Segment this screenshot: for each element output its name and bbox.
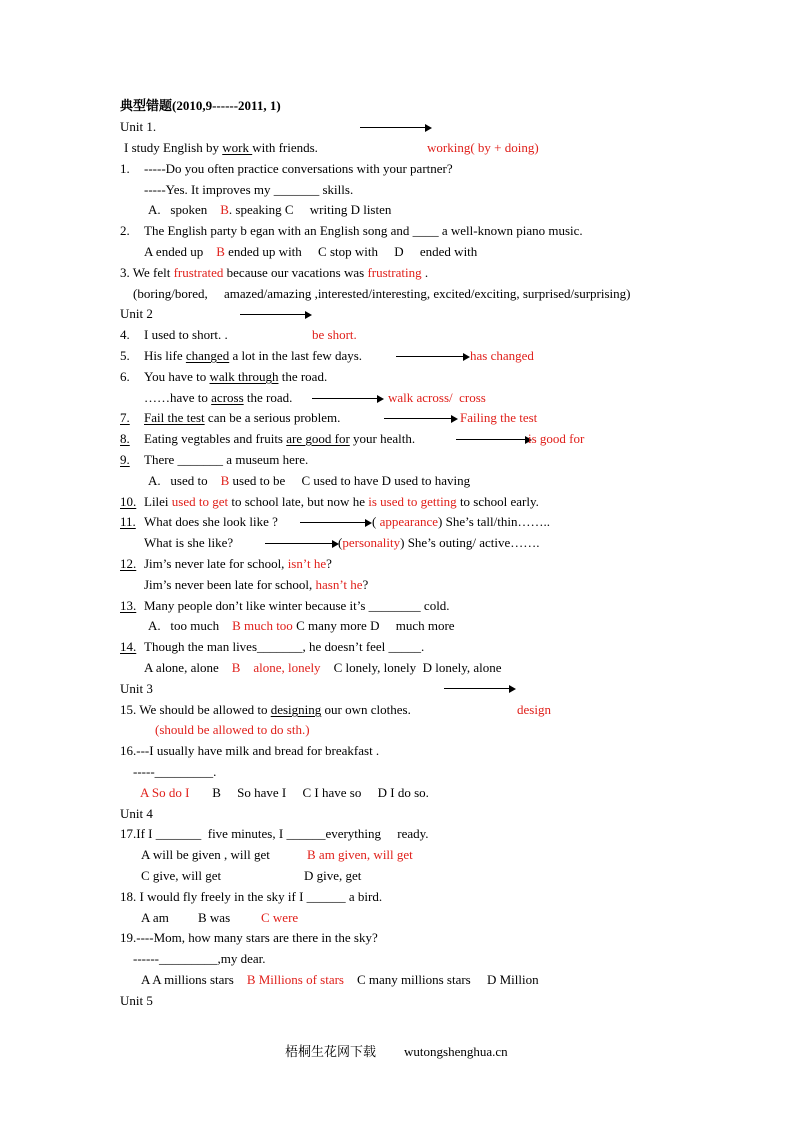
- unit-heading: Unit 4: [120, 806, 153, 821]
- underlined-word: changed: [185, 348, 230, 363]
- text: 3. We felt: [120, 265, 174, 280]
- text: our own clothes.: [321, 702, 411, 717]
- page-footer: [285, 1041, 508, 1060]
- footer-url[interactable]: wutongshenghua.cn: [404, 1044, 508, 1059]
- question-number: 4.: [120, 327, 130, 342]
- question-number: 9.: [120, 452, 130, 467]
- correct-option: B alone, lonely: [231, 660, 321, 675]
- question-7: [120, 410, 340, 426]
- text: Jim’s never been late for school,: [144, 577, 316, 592]
- option: ended up with C stop with D ended with: [224, 244, 478, 259]
- text: .: [421, 265, 429, 280]
- underlined-word: are good for: [286, 431, 350, 446]
- correction: design: [517, 702, 551, 717]
- question-6: [120, 369, 327, 385]
- option: used to be C used to have D used to having: [229, 473, 471, 488]
- highlight: frustrating: [367, 265, 422, 280]
- question-3: [120, 265, 428, 281]
- arrow-icon: [396, 356, 464, 357]
- highlight: is used to getting: [368, 494, 457, 509]
- question-text: I used to short. .: [144, 327, 228, 342]
- text: ) She’s tall/thin……..: [438, 514, 550, 529]
- underlined-word: designing: [270, 702, 322, 717]
- question-text: [144, 577, 368, 593]
- text: ?: [326, 556, 332, 571]
- highlight: isn’t he: [287, 556, 327, 571]
- option: A. too much: [148, 618, 233, 633]
- question-text: -----_________.: [133, 764, 217, 779]
- question-9: [120, 452, 308, 468]
- question-17: 17.If I _______ five minutes, I ______everything ready.: [120, 826, 429, 841]
- correction: walk across/ cross: [388, 390, 486, 405]
- option: A will be given , will get: [141, 847, 270, 862]
- text: the road.: [278, 369, 328, 384]
- arrow-icon: [384, 418, 452, 419]
- text: your health.: [349, 431, 416, 446]
- unit-heading: Unit 1.: [120, 119, 157, 134]
- option: D give, get: [304, 868, 362, 883]
- text: can be a serious problem.: [204, 410, 341, 425]
- text: (: [338, 535, 343, 550]
- arrow-icon: [240, 314, 306, 315]
- question-15: [120, 702, 411, 718]
- question-number: 14.: [120, 639, 137, 654]
- correction: be short.: [312, 327, 357, 342]
- note: (boring/bored, amazed/amazing ,interested/interesting, excited/exciting, surprised/surprising): [133, 286, 631, 301]
- highlight: frustrated: [173, 265, 224, 280]
- question-4: [120, 327, 228, 343]
- question-13: [120, 598, 450, 614]
- question-number: 10.: [120, 494, 137, 509]
- question-10: [120, 494, 539, 510]
- question-18: 18. I would fly freely in the sky if I ______ a bird.: [120, 889, 383, 904]
- arrow-icon: [360, 127, 426, 128]
- text: a lot in the last few days.: [229, 348, 363, 363]
- options: [148, 618, 455, 634]
- correct-option: C were: [261, 910, 299, 925]
- options: [141, 972, 539, 988]
- arrow-icon: [300, 522, 366, 523]
- question-5: [120, 348, 362, 364]
- page-title: 典型错题(2010,9------2011, 1): [120, 98, 281, 113]
- footer-site-name: 梧桐生花网下载: [285, 1044, 377, 1059]
- arrow-icon: [444, 688, 510, 689]
- text: with friends.: [252, 140, 318, 155]
- text: 15. We should be allowed to: [120, 702, 271, 717]
- option: A. spoken: [148, 202, 221, 217]
- options: [144, 244, 477, 260]
- options: [144, 660, 502, 676]
- option: C many more D much more: [292, 618, 455, 633]
- underlined-word: across: [211, 390, 244, 405]
- option: C give, will get: [141, 868, 222, 883]
- arrow-icon: [456, 439, 526, 440]
- option: C lonely, lonely D lonely, alone: [320, 660, 502, 675]
- option: B was: [198, 910, 231, 925]
- correction: working( by + doing): [427, 140, 539, 155]
- text: because our vacations was: [223, 265, 368, 280]
- answer: [338, 535, 539, 551]
- text: the road.: [243, 390, 293, 405]
- text: ) She’s outing/ active…….: [400, 535, 540, 550]
- question-number: 6.: [120, 369, 130, 384]
- unit-heading: Unit 5: [120, 993, 153, 1008]
- question-number: 5.: [120, 348, 130, 363]
- highlight: used to get: [171, 494, 229, 509]
- question-number: 11.: [120, 514, 136, 529]
- answer: [372, 514, 550, 530]
- question-text: There _______ a museum here.: [144, 452, 309, 467]
- option: C many millions stars D Million: [343, 972, 539, 987]
- correct-option: B Millions of stars: [246, 972, 344, 987]
- options: [140, 785, 429, 801]
- option: A alone, alone: [144, 660, 232, 675]
- question-number: 7.: [120, 410, 130, 425]
- text: Lilei: [144, 494, 172, 509]
- correction: has changed: [470, 348, 534, 363]
- arrow-icon: [265, 543, 333, 544]
- question-text: -----Do you often practice conversations with your partner?: [144, 161, 453, 176]
- correction: Failing the test: [460, 410, 538, 425]
- option: A. used to: [148, 473, 221, 488]
- highlight: hasn’t he: [315, 577, 363, 592]
- unit-heading: Unit 2: [120, 306, 153, 321]
- option: A ended up: [144, 244, 217, 259]
- correction: is good for: [528, 431, 585, 446]
- question-text: -----Yes. It improves my _______ skills.: [144, 182, 354, 197]
- highlight: appearance: [379, 514, 439, 529]
- question-text: The English party b egan with an English song and ____ a well-known piano music.: [144, 223, 583, 238]
- question-number: 8.: [120, 431, 130, 446]
- text: Eating vegtables and fruits: [144, 431, 287, 446]
- correct-option: A So do I: [140, 785, 190, 800]
- example-sentence: [124, 140, 318, 156]
- question-text: What does she look like ?: [144, 514, 278, 529]
- question-19: 19.----Mom, how many stars are there in the sky?: [120, 930, 378, 945]
- text: You have to: [144, 369, 210, 384]
- question-number: 2.: [120, 223, 130, 238]
- text: to school late, but now he: [228, 494, 369, 509]
- question-number: 1.: [120, 161, 130, 176]
- question-number: 12.: [120, 556, 137, 571]
- options: [148, 473, 470, 489]
- highlight: personality: [342, 535, 401, 550]
- question-8: [120, 431, 415, 447]
- question-12: [120, 556, 332, 572]
- question-number: 13.: [120, 598, 137, 613]
- correct-option: B much too: [232, 618, 293, 633]
- underlined-word: work: [222, 140, 253, 155]
- text: (: [372, 514, 380, 529]
- question-1: [120, 161, 453, 177]
- correct-option: B am given, will get: [307, 847, 413, 862]
- option: B So have I C I have so D I do so.: [189, 785, 429, 800]
- question-16: 16.---I usually have milk and bread for breakfast .: [120, 743, 380, 758]
- question-text: ------_________,my dear.: [133, 951, 266, 966]
- option: A am: [141, 910, 169, 925]
- options: [148, 202, 391, 218]
- correct-option: B: [216, 244, 225, 259]
- arrow-icon: [312, 398, 378, 399]
- text: Jim’s never late for school,: [144, 556, 288, 571]
- question-text: Though the man lives_______, he doesn’t feel _____.: [144, 639, 425, 654]
- correct-option: B: [220, 473, 230, 488]
- text: ?: [362, 577, 369, 592]
- question-2: [120, 223, 583, 239]
- text: I study English by: [124, 140, 223, 155]
- question-text: Many people don’t like winter because it’s ________ cold.: [144, 598, 450, 613]
- option: A A millions stars: [141, 972, 247, 987]
- text: to school early.: [456, 494, 539, 509]
- note: (should be allowed to do sth.): [155, 722, 310, 737]
- underlined-word: walk through: [209, 369, 279, 384]
- correct-option: B: [220, 202, 229, 217]
- question-text: What is she like?: [144, 535, 234, 550]
- option: . speaking C writing D listen: [228, 202, 392, 217]
- unit-heading: Unit 3: [120, 681, 153, 696]
- question-text: [144, 390, 292, 406]
- question-11: [120, 514, 278, 530]
- text: ……have to: [144, 390, 212, 405]
- underlined-word: Fail the test: [144, 410, 205, 425]
- text: His life: [144, 348, 186, 363]
- question-14: [120, 639, 424, 655]
